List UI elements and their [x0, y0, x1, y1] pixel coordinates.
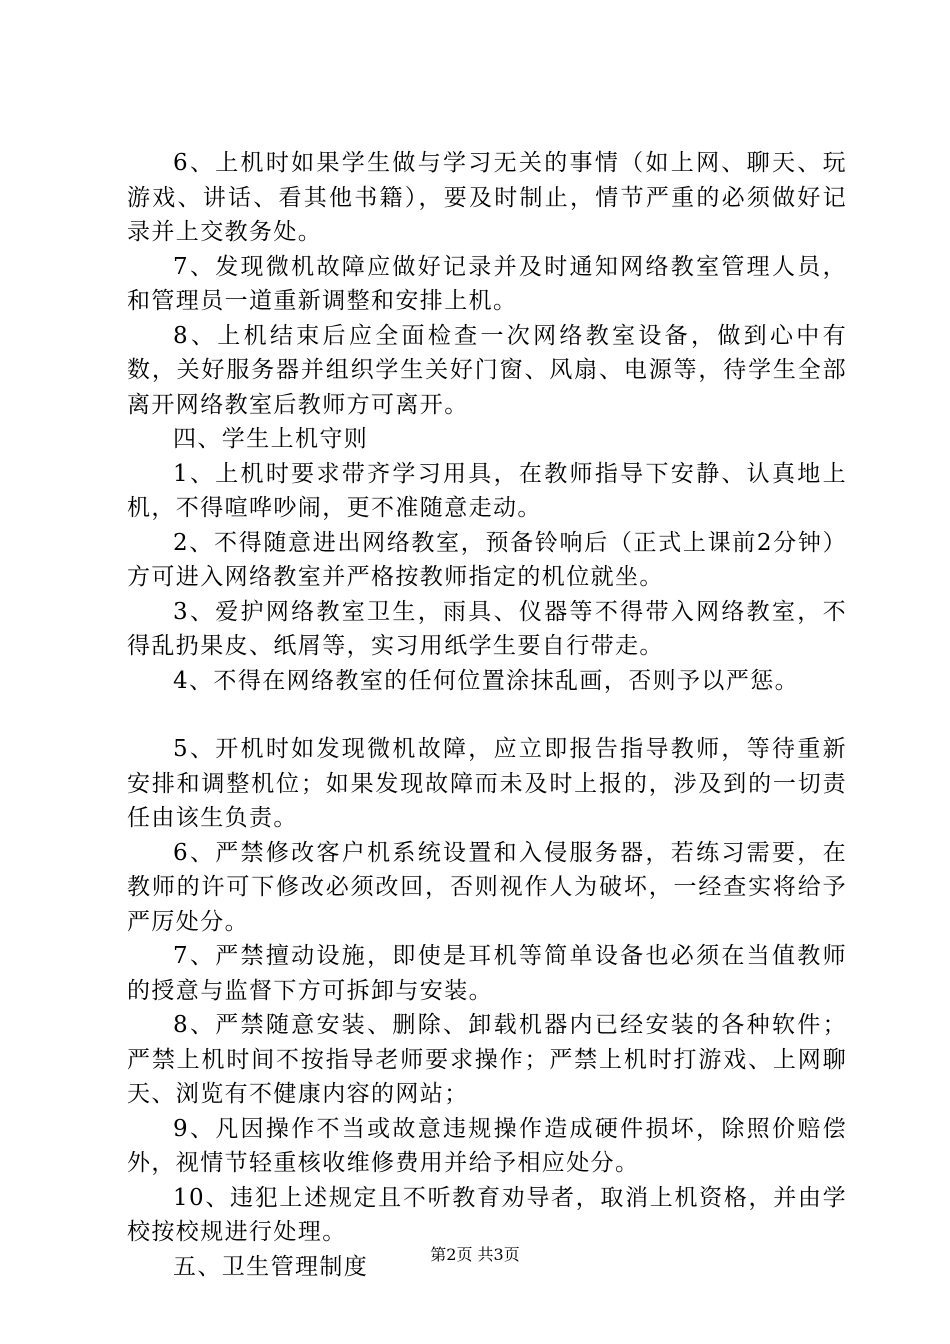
section-heading-hygiene: 五、卫生管理制度 [173, 1253, 369, 1280]
paragraph-student-rule-9: 9、凡因操作不当或故意违规操作造成硬件损坏，除照价赔偿外，视情节轻重核收维修费用并给予相应处分。 [127, 1115, 847, 1176]
paragraph-student-rule-8: 8、严禁随意安装、删除、卸载机器内已经安装的各种软件；严禁上机时间不按指导老师要求操作；严禁上机时打游戏、上网聊天、浏览有不健康内容的网站； [127, 1012, 847, 1107]
paragraph-teacher-rule-8: 8、上机结束后应全面检查一次网络教室设备，做到心中有数，关好服务器并组织学生关好门窗、风扇、电源等，待学生全部离开网络教室后教师方可离开。 [127, 322, 847, 418]
page-number-footer: 第2页 共3页 [430, 1245, 520, 1264]
paragraph-teacher-rule-7: 7、发现微机故障应做好记录并及时通知网络教室管理人员，和管理员一道重新调整和安排上机。 [127, 253, 847, 314]
paragraph-student-rule-4: 4、不得在网络教室的任何位置涂抹乱画，否则予以严惩。 [173, 667, 800, 694]
paragraph-student-rule-3: 3、爱护网络教室卫生，雨具、仪器等不得带入网络教室，不得乱扔果皮、纸屑等，实习用纸学生要自行带走。 [127, 598, 847, 659]
paragraph-student-rule-2: 2、不得随意进出网络教室，预备铃响后（正式上课前2分钟）方可进入网络教室并严格按教师指定的机位就坐。 [127, 529, 847, 590]
paragraph-student-rule-6: 6、严禁修改客户机系统设置和入侵服务器，若练习需要，在教师的许可下修改必须改回，否则视作人为破坏，一经查实将给予严厉处分。 [127, 839, 847, 935]
paragraph-student-rule-10: 10、违犯上述规定且不听教育劝导者，取消上机资格，并由学校按校规进行处理。 [127, 1184, 847, 1245]
paragraph-teacher-rule-6: 6、上机时如果学生做与学习无关的事情（如上网、聊天、玩游戏、讲话、看其他书籍），要及时制止，情节严重的必须做好记录并上交教务处。 [127, 150, 847, 245]
section-heading-student-rules: 四、学生上机守则 [173, 426, 369, 452]
paragraph-student-rule-7: 7、严禁擅动设施，即使是耳机等简单设备也必须在当值教师的授意与监督下方可拆卸与安装。 [127, 943, 847, 1004]
paragraph-student-rule-1: 1、上机时要求带齐学习用具，在教师指导下安静、认真地上机，不得喧哗吵闹，更不准随意走动。 [127, 460, 847, 521]
document-body [127, 146, 847, 1284]
blank-line [127, 698, 847, 732]
paragraph-student-rule-5: 5、开机时如发现微机故障，应立即报告指导教师，等待重新安排和调整机位；如果发现故障而未及时上报的，涉及到的一切责任由该生负责。 [127, 736, 847, 831]
